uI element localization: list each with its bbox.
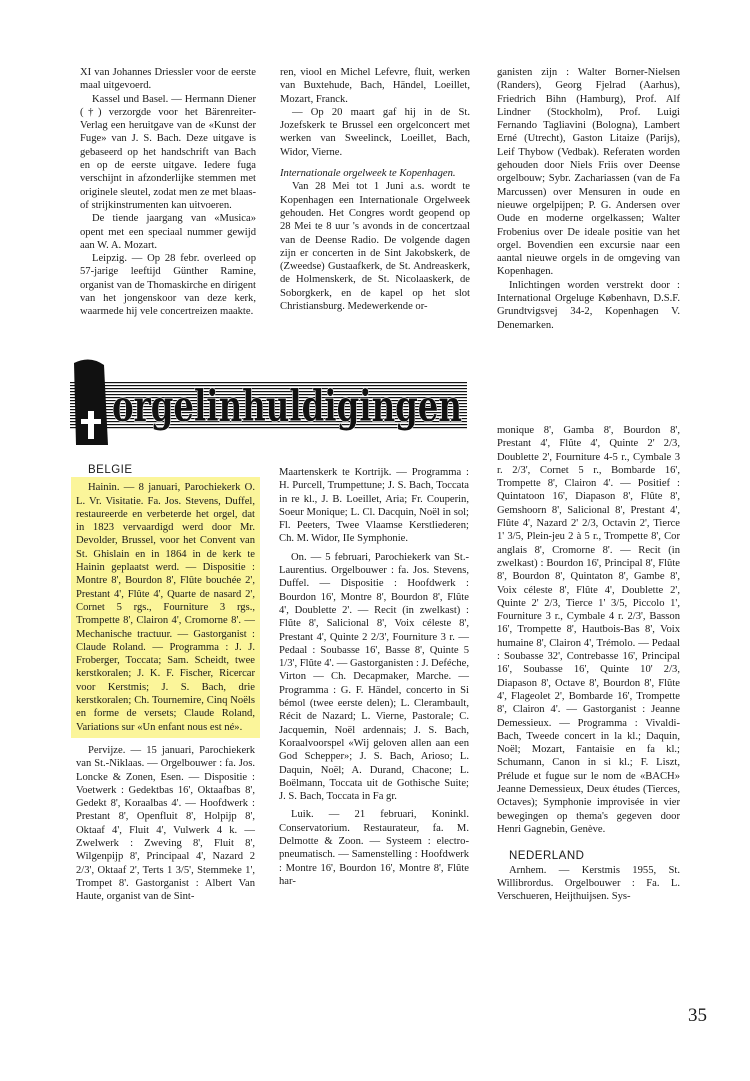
bottom-column-1: [76, 464, 255, 904]
paragraph: Inlichtingen worden verstrekt door : International Orgeluge København, D.S.F. Grundtvigsvej 34-2, Kopenhagen V. Denemarken.: [497, 279, 680, 331]
paragraph: — Op 20 maart gaf hij in de St. Jozefskerk te Brussel een orgelconcert met werken van Sweelinck, Loeillet, Bach, Widor, Vierne.: [280, 106, 470, 158]
section-title: Internationale orgelweek te Kopenhagen.: [280, 168, 456, 180]
paragraph: Arnhem. — Kerstmis 1955, St. Willibrordus. Orgelbouwer : Fa. L. Verschueren, Heijthuijsen. Sys-: [497, 864, 680, 903]
paragraph: Luik. — 21 februari, Koninkl. Conservatorium. Restaurateur, fa. M. Delmotte & Zoon. — Systeem : electro-pneumatisch. — Samenstelling : Hoofdwerk : Montre 16', Bourdon 16', Montre 8', Flûte har-: [279, 809, 469, 887]
paragraph: Kassel und Basel. — Hermann Diener (†) verzorgde voor het Bärenreiter-Verlag een heruitgave van de «Kunst der Fuge» van J. S. Bach. Deze uitgave is gebaseerd op het handschrift van Bach en op de eerste uitgave. Iedere fuga verschijnt in afzonderlijke stemmen met originele sleutel, zodat men ze met blaas- of strijkinstrumenten kan uitvoeren.: [80, 93, 256, 211]
paragraph: ganisten zijn : Walter Borner-Nielsen (Randers), Georg Fjelrad (Aarhus), Friedrich Bihn (Hamburg), Prof. Alf Lindner (Stockholm), Prof. Luigi Fernando Tagliavini (Bologna), Lambert Erné (Utrecht), Gaston Litaize (Parijs), Leif Thybow (Vedbak). Referaten worden gehouden door Niels Friis over Deense orgelbouw; Sybr. Zachariassen (van de Fa Marcussen) over Mensuren in oude en nieuwe orgelpijpen; P. G. Andersen over Oude en moderne orgelkassen; Walter Frobenius over De ideale positie van het orgel. Bovendien een excursie naar een aantal nieuwe orgels in de omgeving van Kopenhagen.: [497, 67, 680, 278]
paragraph: Van 28 Mei tot 1 Juni a.s. wordt te Kopenhagen een Internationale Orgelweek gehouden. Het Congres wordt geopend op 28 Mei te 8 uur 's avonds in de concertzaal van de Deense Radio. De volgende dagen zijn er concerten in de Sint Jakobskerk, de (Zweedse) Gustaafkerk, de St. Andreaskerk, de Holmenskerk, de St. Nicolaaskerk, de Soborgkerk, en de kapel op het slot Christiansburg. Medewerkende or-: [280, 181, 470, 313]
paragraph: Leipzig. — Op 28 febr. overleed op 57-jarige leeftijd Günther Ramine, organist van de Thomaskirche en dirigent van het jongenskoor van deze kerk, waarmede hij vele concertreizen maakte.: [80, 253, 256, 318]
paragraph: XI van Johannes Driessler voor de eerste maal uitgevoerd.: [80, 67, 256, 92]
bottom-column-2: [279, 466, 469, 888]
paragraph: ren, viool en Michel Lefevre, fluit, werken van Buxtehude, Bach, Händel, Loeillet, Mozart, Franck.: [280, 67, 470, 105]
paragraph: Hainin. — 8 januari, Parochiekerk O. L. Vr. Visitatie. Fa. Jos. Stevens, Duffel, restaureerde en verbeterde het orgel, dat in 1823 vervaardigd werd door Mr. Devolder, Brussel, voor het Convent van St. Ghislain en in 1864 in de kerk te Hainin geplaatst werd. — Dispositie : Montre 8', Bourdon 8', Flûte bouchée 2', Prestant 4', Flûte 4', Quarte de nasard 2', Cornet 5 rgs., Fourniture 3 rgs., Trompette 8', Clairon 4', Cromorne 8'. — Mechanische tractuur. — Gastorganist : Claude Roland. — Programma : J. J. Froberger, Toccata; Sam. Scheidt, twee kerstkoralen; J. K. F. Fischer, Ricercar voor Kerstmis; J. S. Bach, drie kerstkoralen; Ch. Tournemire, Cinq Noëls en forme de versets; Claude Roland, Variations sur «Un enfant nous est né».: [76, 482, 255, 733]
cross-emblem-icon: [74, 359, 108, 445]
section-banner: [70, 355, 467, 453]
paragraph: De tiende jaargang van «Musica» opent met een speciaal nummer gewijd aan W. A. Mozart.: [80, 213, 256, 251]
country-heading: NEDERLAND: [509, 850, 585, 863]
paragraph: On. — 5 februari, Parochiekerk van St.-Laurentius. Orgelbouwer : fa. Jos. Stevens, Duffel. — Dispositie : Hoofdwerk : Bourdon 16', Montre 8', Bourdon 8', Flûte 4', Doublette 2'. — Recit (in zwelkast) : Flûte 8', Salicional 8', Voix céleste 8', Prestant 4', Quinte 2 2/3', Fourniture 3 r. — Pedaal : Soubasse 16', Basse 8', Quinte 5 1/3', Flûte 4'. — Gastorganisten : J. Deféche, Virton — Ch. Decapmaker, Marche. — Programma : G. F. Händel, concerto in Si bémol (twee eerste delen); L. Clerambault, Récit de Nazard; L. Vierne, Pastorale; C. Jacquemin, Noël ardennais; J. S. Bach, Koraalvoorspel «Wij geloven allen aan een God Schepper»; J. S. Bach, Arioso; L. Daquin, Noël; A. Durand, Chacone; L. Boëlmann, Toccata uit de Gothische Suite; J. S. Bach, Toccata in Fa gr.: [279, 551, 469, 803]
banner-graphic: [70, 355, 467, 453]
top-column-1: [80, 66, 256, 319]
page-number: 35: [688, 1005, 707, 1026]
top-column-3: [497, 66, 680, 332]
bottom-column-3: [497, 424, 680, 903]
banner-title: orgelinhuldigingen: [112, 382, 462, 432]
country-heading: BELGIE: [88, 464, 133, 476]
highlighted-entry: [71, 477, 260, 738]
paragraph: monique 8', Gamba 8', Bourdon 8', Prestant 4', Flûte 4', Quinte 2' 2/3, Doublette 2', Fourniture 4-5 r., Cymbale 3 r. 2/3', Cornet 5 r., Bombarde 16', Trompette 8', Clairon 4'. — Positief : Quintatoon 16', Diapason 8', Flûte 8', Gemshoorn 8', Salicional 8', Prestant 4', Flûte 4', Nazard 2' 2/3, Octavin 2', Tierce 1' 3/5, Plein-jeu 2 à 5 r., Trompette 8', Cor anglais 8', Cromorne 8'. — Recit (in zwelkast) : Bourdon 16', Principal 8', Flûte 8', Bourdon 8', Quintaton 8', Gambe 8', Voix céleste 8', Flûte 4', Doublette 2', Quinte 2' 2/3, Tierce 1' 3/5, Piccolo 1', Fourniture 3 r., Cymbale 4 r. 2/3', Basson 16', Trompette 8', Hautbois-Bas 8', Voix humaine 8', Clairon 4', Trémolo. — Pedaal : Soubasse 32', Contrebasse 16', Principal 16', Soubasse 16', Quinte 10' 2/3, Diapason 8', Octave 8', Bourdon 8', Flûte 4', Flageolet 2', Bombarde 16', Trompette 8', Clairon 4'. — Gastorganist : Jeanne Demessieux. — Programma : Vivaldi-Bach, Tweede concert in la kl.; Daquin, Noël; Mozart, Fantaisie en fa kl.; Schumann, Canon in si kl.; F. Liszt, Prélude et fugue sur le nom de «BACH» Jeanne Demessieux, Deux études (Tierces, Octaves); Symphonie improvisée in vier bewegingen op thema's gegeven door Henri Gagnebin, Genève.: [497, 425, 680, 835]
top-column-2: [280, 66, 470, 313]
paragraph: Maartenskerk te Kortrijk. — Programma : H. Purcell, Trumpettune; J. S. Bach, Toccata in re kl., J. B. Loeillet, Aria; Fr. Couperin, Soeur Monique; L. Cl. Dacquin, Noël in sol; Fl. Peeters, Twee Vlaamse Kerstliederen; Ch. M. Widor, IIe Symphonie.: [279, 467, 469, 545]
paragraph: Pervijze. — 15 januari, Parochiekerk van St.-Niklaas. — Orgelbouwer : fa. Jos. Loncke & Zonen, Esen. — Dispositie : Voetwerk : Gedektbas 16', Oktaafbas 8', Gedekt 8', Koraalbas 4'. — Hoofdwerk : Prestant 8', Openfluit 8', Holpijp 8', Oktaaf 4', Fluit 4', Vulwerk 4 k. — Zwelwerk : Zweving 8', Fluit 8', Wilgenpijp 8', Principaal 4', Nazard 2 2/3', Oktaaf 2', Terts 1 3/5', Stemmeke 1', Trompet 8'. Gastorganist : Albert Van Haute, organist van de Sint-: [76, 744, 255, 903]
